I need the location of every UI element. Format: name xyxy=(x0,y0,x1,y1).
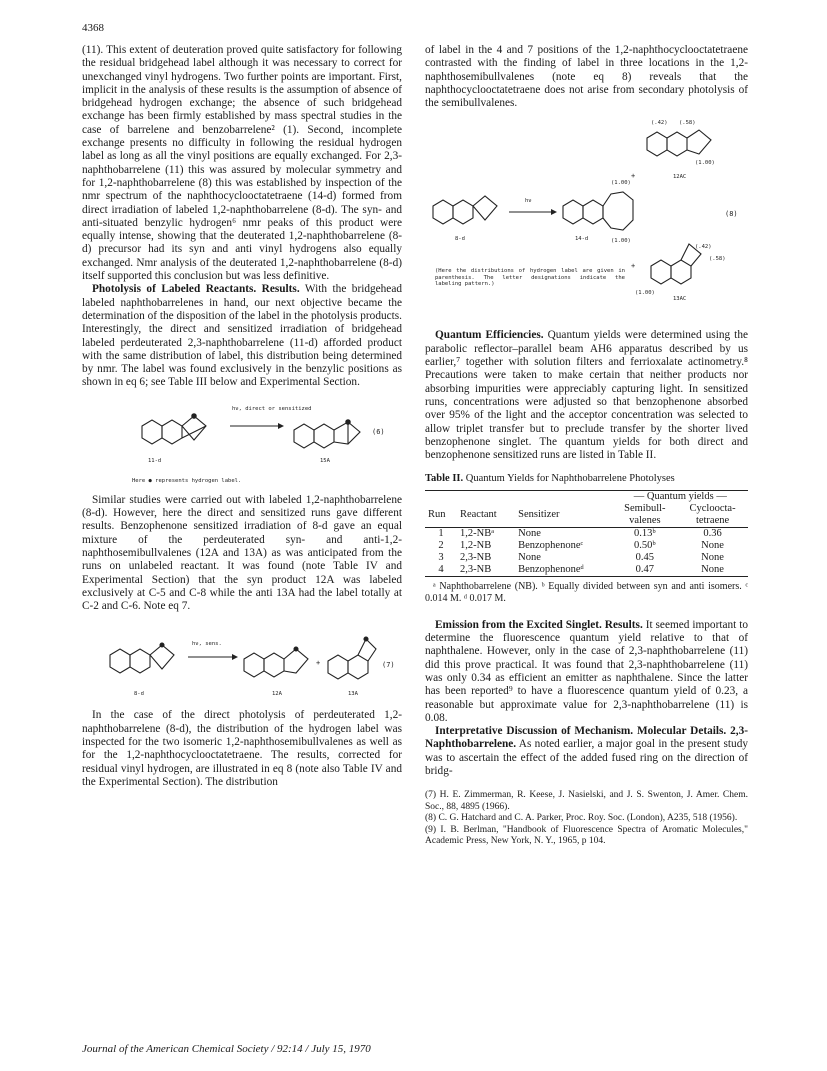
left-paragraph-4: In the case of the direct photolysis of perdeuterated 1,2-naphthobarrelene (8-d), the distribution of the hydrogen label was inspected for the two isomeric 1,2-naphthosemibullvalenes as well as for the 1,2-naphthocyclooctatetraene. The results, corrected for residual vinyl hydrogen, are illustrated in eq 8 (note also Table IV and the Experimental Section). The distribution xyxy=(82,709,402,788)
naphthobarrelene-structure-8d xyxy=(110,643,174,673)
equation-6 xyxy=(82,396,402,486)
right-column xyxy=(425,44,748,848)
eq8-bottom-label-2: (.58) xyxy=(709,256,726,263)
quantum-yield-table xyxy=(425,490,748,577)
eq8-product-label: 14-d xyxy=(575,236,589,243)
eq8-top-label-3: (1.00) xyxy=(695,160,715,167)
section-heading-emission: Emission from the Excited Singlet. Results. xyxy=(435,618,643,631)
table-row: 1 1,2-NBᵃ None 0.13ᵇ 0.36 xyxy=(438,527,722,539)
equation-7 xyxy=(82,619,402,701)
eq7-reactant-label: 8-d xyxy=(134,691,144,698)
right-paragraph-2-body: Quantum yields were determined using the parabolic reflector–parallel beam AH6 apparatus described by us earlier,⁷ together with solution filters and ferrioxalate actinometry.⁸ Precautions were taken to make certain that neither products nor absorbing impurities were appreciably capturing light. In sensitized runs, concentrations were adjusted so that benzophenone absorbed over 95% of the light and the acceptor concentration was selected to allow triplet transfer but to preclude transfer by the shorter lived benzophenone singlet. The quantum yields for both direct and benzophenone sensitized runs are listed in Table II. xyxy=(425,329,748,462)
naphthobarrelene-structure-11d xyxy=(142,414,206,444)
eq8-cot-label-1: (1.00) xyxy=(611,180,631,187)
section-heading-quantum: Quantum Efficiencies. xyxy=(435,329,544,342)
eq6-arrow-label: hν, direct or sensitized xyxy=(232,405,312,412)
eq8-note: (Here the distributions of hydrogen label are given in parenthesis. The letter designations indicate the labeling pattern.) xyxy=(435,268,625,288)
eq7-plus: + xyxy=(316,659,321,668)
table-header-run: Run xyxy=(428,508,446,520)
left-paragraph-3: Similar studies were carried out with labeled 1,2-naphthobarrelene (8-d). However, here the direct and sensitized runs gave different results. Benzophenone sensitized irradiation of 8-d gave an equal mixture of the perdeuterated syn- and anti-1,2-naphthosemibullvalenes (12A and 13A) as was anticipated from the runs on unlabeled reactant. It was found (note Table IV and Experimental Section) that the syn product 12A was labeled exclusively at C-5 and C-8 while the anti 13A had the label totally at C-2 and C-6. Note eq 7. xyxy=(82,493,402,613)
table-header-cyclooctatetraene: Cycloocta- tetraene xyxy=(689,502,736,526)
semibullvalene-structure-13a xyxy=(328,637,376,679)
eq7-number: (7) xyxy=(382,661,395,670)
table-row: 2 1,2-NB Benzophenoneᶜ 0.50ᵇ None xyxy=(438,539,724,551)
left-paragraph-2-body: With the bridgehead labeled naphthobarrelenes in hand, our next objective became the determination of the disposition of the label in the photolysis products. Interestingly, the direct and sensitized irradiation of bridgehead labeled perdeuterated 2,3-naphthobarrelene (11-d) afforded product with the same distribution of label, this distribution being determined by nmr. The label was found exclusively in the benzylic positions as shown in eq 6; see Table III below and Experimental Section. xyxy=(82,283,402,389)
right-paragraph-2 xyxy=(425,329,748,462)
eq6-note: Here ● represents hydrogen label. xyxy=(132,477,242,484)
table-row: 3 2,3-NB None 0.45 None xyxy=(438,551,724,563)
left-column xyxy=(82,44,402,789)
right-paragraph-4-body: As noted earlier, a major goal in the present study was to ascertain the effect of the added fused ring on the direction of bridg- xyxy=(425,738,748,778)
table-header-semibullvalenes: Semibull- valenes xyxy=(624,502,666,526)
eq8-number: (8) xyxy=(725,210,738,219)
left-paragraph-1: (11). This extent of deuteration proved quite satisfactory for following the residual bridgehead label although it was necessary to correct for unexchanged vinyl hydrogens. Two further points are important. First, implicit in the analysis of these results is the assumption of absence of bridgehead hydrogen exchange; the absence of such bridgehead exchange has been firmly established by mass spectral studies in the case of barrelene and benzobarrelene² (1). Second, incomplete exchange presents no difficulty in following the residual hydrogen label as long as all the vinyl positions are equally exchanged. For 2,3-naphthobarrelene (11) this was assured by molecular symmetry and for 1,2-naphthobarrelene (8) this was established by inspection of the nmr spectrum of the naphthocyclooctatetraene (14-d) formed from direct irradiation of labeled 1,2-naphthobarrelene (8-d). The syn- and anti-situated benzylic hydrogen⁶ nmr peaks of this product were equally intense, showing that the deuterated 1,2-naphthobarrelene (8-d) precursor had its syn and anti vinyl hydrogens also equally exchanged. Nmr analysis of the deuterated 1,2-naphthobarrelene (8-d) itself supported this conclusion but was less definitive. xyxy=(82,44,402,283)
table-group-header: — Quantum yields — xyxy=(633,490,727,502)
eq8-bottom-label-3: (1.00) xyxy=(635,290,655,297)
table-footnote: ᵃ Naphthobarrelene (NB). ᵇ Equally divided between syn and anti isomers. ᶜ 0.014 M. ᵈ 0.017 M. xyxy=(425,580,748,604)
right-paragraph-3-body: It seemed important to determine the fluorescence quantum yield relative to that of naphthalene. However, only in the case of 2,3-naphthobarrelene (11) did this prove practical. It was found that 2,3-naphthobarrelene (11) was only 0.34 as efficient an emitter as naphthalene. Since the latter has been reported⁹ to have a fluorescence quantum yield of 0.23, a reasonable but approximate value for 2,3-naphthobarrelene (11) is 0.08. xyxy=(425,618,748,724)
eq8-reactant-label: 8-d xyxy=(455,236,465,243)
eq8-arrowhead xyxy=(551,209,557,215)
eq7-arrowhead xyxy=(232,654,238,660)
table-caption xyxy=(425,472,748,485)
semibullvalene-structure-12ac xyxy=(647,130,711,156)
page-number: 4368 xyxy=(82,22,104,34)
table-header-reactant: Reactant xyxy=(459,508,497,520)
right-paragraph-4 xyxy=(425,725,748,778)
section-heading-photolysis: Photolysis of Labeled Reactants. Results. xyxy=(92,283,300,296)
eq8-plus-top: + xyxy=(631,172,636,181)
naphthobarrelene-structure-8d-eq8 xyxy=(433,196,497,224)
table-caption-text: Quantum Yields for Naphthobarrelene Photolyses xyxy=(465,473,675,485)
eq6-number: (6) xyxy=(372,427,385,436)
table-row: 4 2,3-NB Benzophenoneᵈ 0.47 None xyxy=(438,563,724,575)
equation-8 xyxy=(425,116,748,321)
table-header-sensitizer: Sensitizer xyxy=(518,508,560,520)
eq8-top-label-1: (.42) xyxy=(651,120,668,127)
eq8-cot-label-2: (1.00) xyxy=(611,238,631,245)
right-paragraph-3 xyxy=(425,619,748,725)
references xyxy=(425,790,748,848)
cyclooctatetraene-structure-14d xyxy=(563,192,633,230)
semibullvalene-structure-13ac xyxy=(651,244,701,284)
section-heading-interpretative: Interpretative Discussion of Mechanism. Molecular Details. 2,3-Naphthobarrelene. xyxy=(425,725,748,751)
semibullvalene-structure-15a xyxy=(294,420,360,448)
eq6-arrowhead xyxy=(278,423,284,429)
eq8-top-label-2: (.58) xyxy=(679,120,696,127)
reference-7: (7) H. E. Zimmerman, R. Keese, J. Nasielski, and J. S. Swenton, J. Amer. Chem. Soc., 88, 4895 (1966). xyxy=(425,790,748,812)
eq7-product1-label: 12A xyxy=(272,691,282,698)
semibullvalene-structure-12a xyxy=(244,647,308,677)
journal-footer: Journal of the American Chemical Society / 92:14 / July 15, 1970 xyxy=(82,1043,371,1055)
eq7-product2-label: 13A xyxy=(348,691,358,698)
eq8-bottom-name: 13AC xyxy=(673,296,687,303)
eq8-arrow-label: hν xyxy=(525,198,532,205)
eq6-reactant-label: 11-d xyxy=(148,457,162,464)
eq7-arrow-label: hν, sens. xyxy=(192,641,222,648)
reference-8: (8) C. G. Hatchard and C. A. Parker, Proc. Roy. Soc. (London), A235, 518 (1956). xyxy=(425,813,738,824)
left-paragraph-2 xyxy=(82,283,402,389)
eq8-top-name: 12AC xyxy=(673,174,687,181)
eq8-bottom-label-1: (.42) xyxy=(695,244,712,251)
reference-9: (9) I. B. Berlman, "Handbook of Fluorescence Spectra of Aromatic Molecules," Academic Press, New York, N. Y., 1965, p 104. xyxy=(425,824,748,847)
table-caption-label: Table II. xyxy=(425,473,464,485)
right-paragraph-1: of label in the 4 and 7 positions of the 1,2-naphthocyclooctatetraene contrasted with the finding of label in three locations in the 1,2-naphthosemibullvalenes (note eq 8) reveals that the naphthocyclooctatetraene does not arise from secondary photolysis of the semibullvalenes. xyxy=(425,44,748,110)
eq8-plus-bottom: + xyxy=(631,262,636,271)
eq6-product-label: 15A xyxy=(320,457,330,464)
